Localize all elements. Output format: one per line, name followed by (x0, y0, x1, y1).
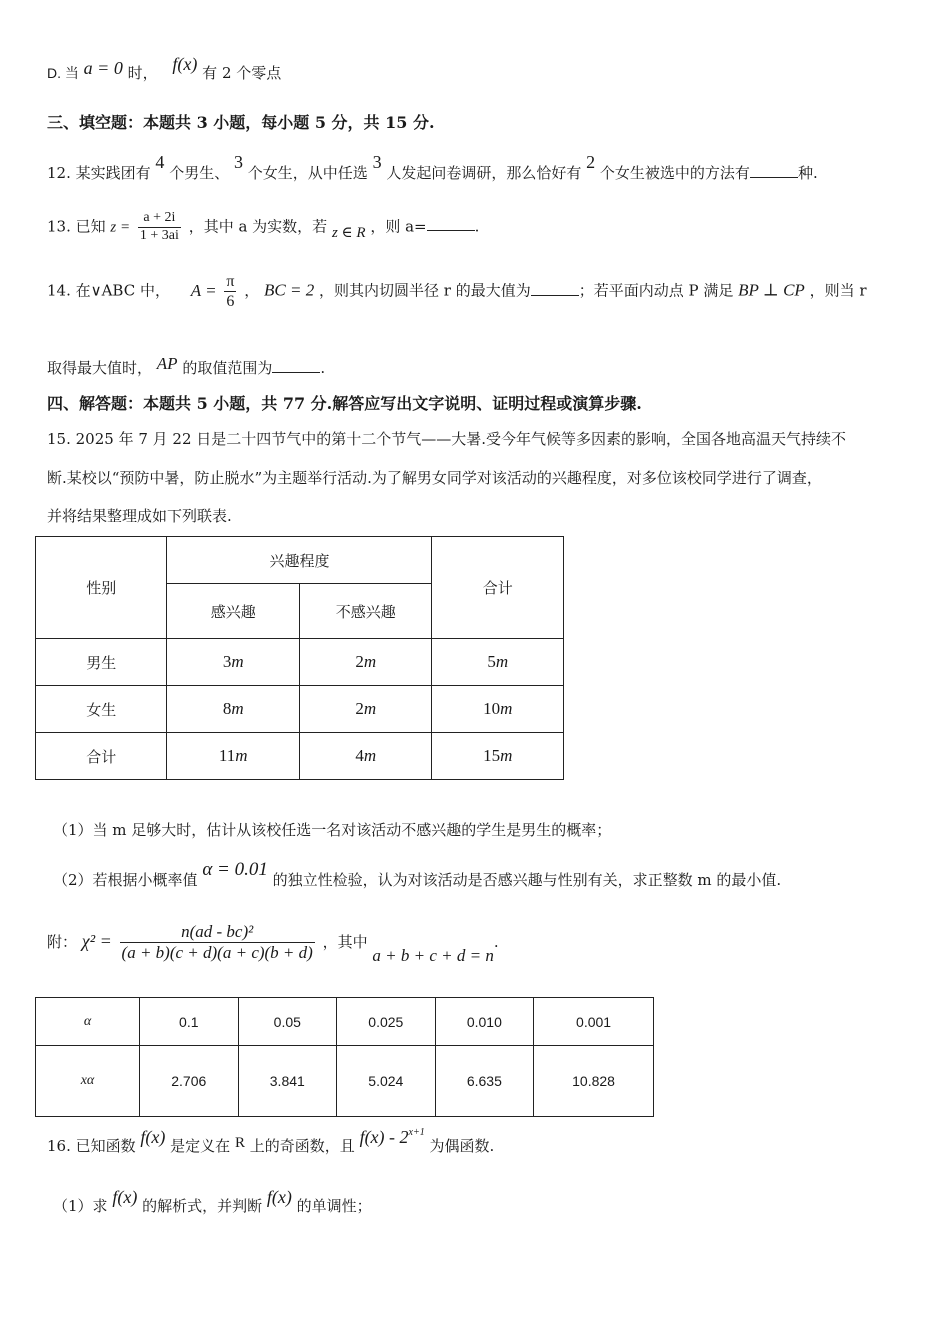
alpha-value: 0.05 (238, 998, 337, 1046)
cell: 3m (167, 639, 300, 686)
q15-p2a: （2）若根据小概率值 (53, 871, 198, 889)
q14-aeq: A = (190, 280, 217, 300)
question-12 (47, 152, 818, 184)
x-alpha-value: 5.024 (337, 1046, 436, 1117)
q13-fraction (138, 210, 181, 245)
q12-t2: 个女生，从中任选 (247, 164, 368, 182)
q16-c: 上的奇函数，且 (249, 1137, 355, 1155)
cell: 4m (299, 733, 431, 780)
th-total: 合计 (432, 537, 564, 639)
q16-exp: x+1 (408, 1127, 425, 1138)
q12-n2: 3 (233, 152, 243, 172)
option-d (47, 54, 282, 84)
q15-part1: （1）当 m 足够大时，估计从该校任选一名对该活动不感兴趣的学生是男生的概率； (53, 821, 612, 839)
q12-t4: 个女生被选中的方法有 (599, 164, 750, 182)
q16-fx: f(x) (140, 1127, 166, 1147)
q13-cond: z ∈ R (331, 225, 366, 242)
q12-blank (750, 163, 798, 178)
cell: 8m (167, 686, 300, 733)
q15-p2b: 的独立性检验，认为对该活动是否感兴趣与性别有关，求正整数 m 的最小值. (272, 871, 782, 889)
contingency-table (35, 536, 564, 780)
q14-blank-2 (272, 358, 320, 373)
alpha-value: 0.025 (337, 998, 436, 1046)
q14-end: . (320, 359, 326, 377)
q14-t2: ，则其内切圆半径 r 的最大值为 (319, 281, 531, 300)
table-row (36, 998, 654, 1046)
question-14-line2 (47, 354, 326, 378)
q15-line1: 15. 2025 年 7 月 22 日是二十四节气中的第十二个节气——大暑.受今年气候等多因素的影响，全国各地高温天气持续不 (47, 430, 847, 448)
critical-value-table (35, 997, 654, 1117)
q16-p1a: （1）求 (53, 1197, 108, 1215)
q12-num: 12. 某实践团有 (47, 164, 151, 182)
q16-expr: f(x) - 2 (359, 1127, 409, 1147)
option-d-label: D. 当 (47, 65, 79, 81)
q14-fraction (224, 272, 236, 311)
x-alpha-value: 3.841 (238, 1046, 337, 1117)
q16-p1c: 的单调性； (296, 1197, 372, 1215)
section4-title: 四、解答题：本题共 5 小题，共 77 分.解答应写出文字说明、证明过程或演算步骤. (47, 394, 642, 413)
q16-p1b: 的解析式，并判断 (142, 1197, 263, 1215)
q14-t4: ，则当 r (809, 281, 867, 300)
option-d-mid: 时， (127, 64, 158, 82)
cell: 2m (299, 686, 431, 733)
x-alpha-value: 10.828 (534, 1046, 654, 1117)
q13-frac-den: 1 + 3ai (139, 227, 179, 243)
chi-square-formula (47, 922, 499, 964)
table-row (36, 686, 564, 733)
table-row (36, 1046, 654, 1117)
q14-t1: ， (244, 281, 260, 300)
q12-n1: 4 (155, 152, 165, 172)
formula-end: . (493, 932, 499, 951)
alpha-value: 0.010 (435, 998, 534, 1046)
section3-title: 三、填空题：本题共 3 小题，每小题 5 分，共 15 分. (47, 113, 435, 132)
question-14 (47, 272, 867, 311)
q15-part2 (53, 859, 782, 892)
alpha-value: 0.001 (534, 998, 654, 1046)
q12-n3: 3 (372, 152, 382, 172)
q12-t1: 个男生、 (169, 164, 230, 182)
q13-end: . (474, 217, 480, 236)
q14-line2b: 的取值范围为 (182, 359, 273, 377)
q14-line2a: 取得最大值时， (47, 359, 153, 377)
chi-fraction (120, 922, 315, 964)
th-interest: 兴趣程度 (167, 537, 432, 584)
q16-d: 为偶函数. (429, 1137, 495, 1155)
q16-p1fx2: f(x) (266, 1187, 292, 1207)
row-label: 合计 (36, 733, 167, 780)
q16-b: 是定义在 (170, 1137, 231, 1155)
q16-p1fx: f(x) (112, 1187, 138, 1207)
qizhong: ，其中 (322, 932, 368, 951)
x-alpha-value: 6.635 (435, 1046, 534, 1117)
x-alpha-value: 2.706 (140, 1046, 239, 1117)
question-13 (47, 210, 479, 245)
row-label: 女生 (36, 686, 167, 733)
q13-frac-num: a + 2i (138, 210, 181, 228)
table-row (36, 733, 564, 780)
q14-blank-1 (531, 281, 579, 296)
n-sum: a + b + c + d = n (372, 945, 494, 965)
q16-a: 16. 已知函数 (47, 1137, 136, 1155)
cell: 10m (432, 686, 564, 733)
chi-den: (a + b)(c + d)(a + c)(b + d) (121, 943, 313, 963)
q13-t2: ，则 a= (370, 217, 427, 236)
option-d-condition: a = 0 (83, 58, 123, 78)
row-label: 男生 (36, 639, 167, 686)
th-not-interested: 不感兴趣 (299, 584, 431, 639)
q14-frac-num: π (224, 272, 236, 292)
q13-zeq: z = (110, 219, 131, 236)
q12-n4: 2 (586, 152, 596, 172)
q13-num: 13. 已知 (47, 217, 106, 236)
table-row (36, 639, 564, 686)
fu-label: 附： (47, 932, 78, 951)
chi-num: n(ad - bc)² (120, 922, 315, 943)
q14-frac-den: 6 (226, 293, 235, 311)
question-16 (47, 1127, 495, 1157)
q15-line2: 断.某校以“预防中暑，防止脱水”为主题举行活动.为了解男女同学对该活动的兴趣程度，对多位该校同学进行了调查， (47, 469, 822, 487)
option-d-tail: 有 2 个零点 (202, 64, 282, 82)
q16-R: R (234, 1135, 245, 1151)
chi-eq: χ² = (81, 930, 112, 951)
q13-blank (427, 216, 475, 231)
cell: 2m (299, 639, 431, 686)
th-interested: 感兴趣 (167, 584, 300, 639)
q14-perp: BP ⊥ CP (738, 280, 805, 300)
q12-t5: 种. (797, 164, 818, 182)
cell: 15m (432, 733, 564, 780)
q15-line3: 并将结果整理成如下列联表. (47, 507, 232, 525)
q14-ap: AP (156, 354, 178, 373)
alpha-value: 0.1 (140, 998, 239, 1046)
q14-t3: ；若平面内动点 P 满足 (578, 281, 734, 300)
q14-bc: BC = 2 (264, 280, 315, 300)
q15-alpha: α = 0.01 (202, 859, 268, 880)
cell: 11m (167, 733, 300, 780)
question-16-part1 (53, 1187, 372, 1217)
q14-num: 14. 在∨ABC 中， (47, 281, 170, 300)
alpha-label: α (36, 998, 140, 1046)
q12-t3: 人发起问卷调研，那么恰好有 (386, 164, 582, 182)
th-gender: 性别 (36, 537, 167, 639)
x-alpha-label: xα (36, 1046, 140, 1117)
q13-t1: ，其中 a 为实数，若 (188, 217, 328, 236)
option-d-fx: f(x) (172, 54, 198, 74)
cell: 5m (432, 639, 564, 686)
